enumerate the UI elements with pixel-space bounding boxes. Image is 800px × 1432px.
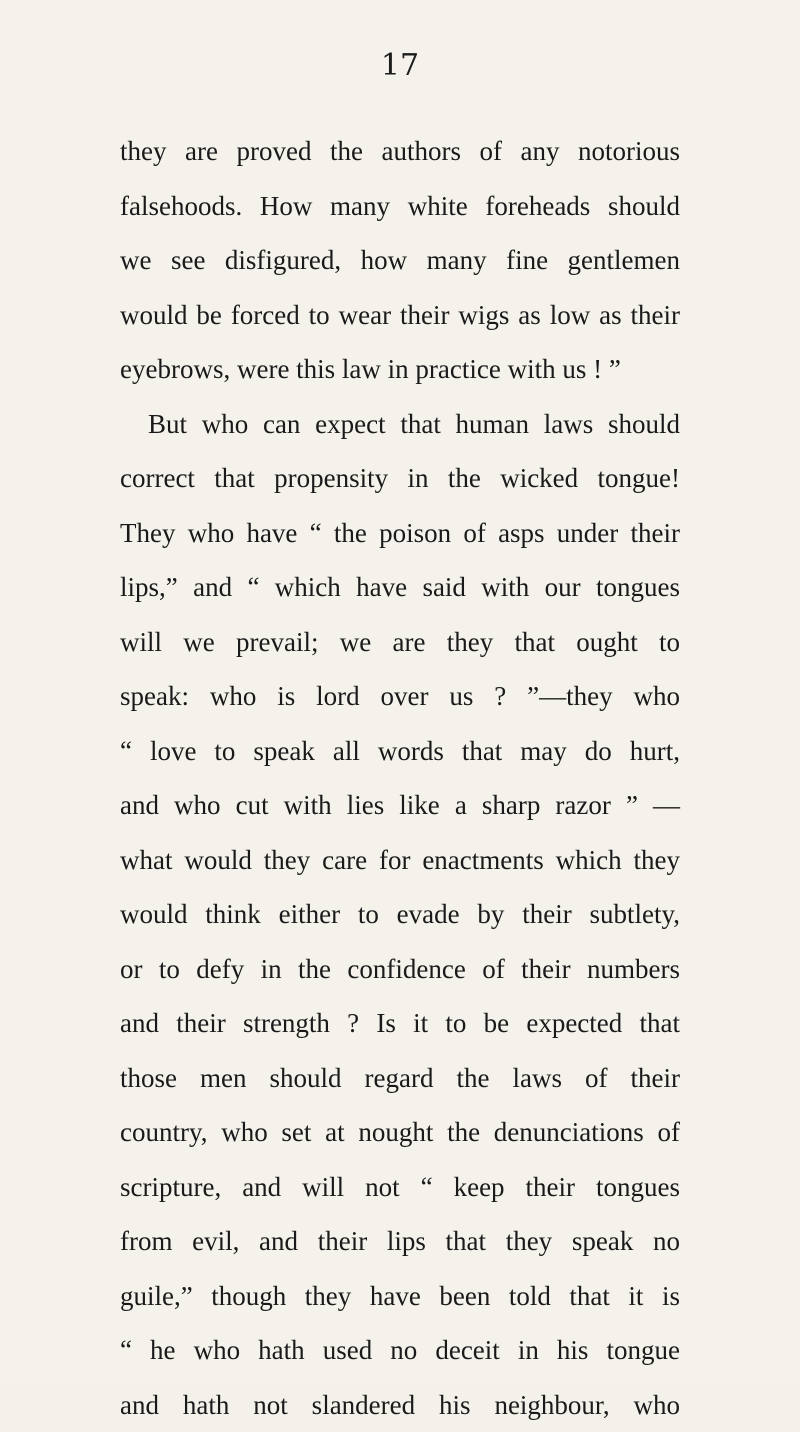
text-line: those men should regard the laws of their xyxy=(120,1051,680,1106)
text-line: and who cut with lies like a sharp razor ” — xyxy=(120,778,680,833)
text-line: what would they care for enactments which they xyxy=(120,833,680,888)
text-line: will we prevail; we are they that ought to xyxy=(120,615,680,670)
text-line: they are proved the authors of any notorious xyxy=(120,124,680,179)
text-line: They who have “ the poison of asps under their xyxy=(120,506,680,561)
text-line: scripture, and will not “ keep their tongues xyxy=(120,1160,680,1215)
text-line: from evil, and their lips that they speak no xyxy=(120,1214,680,1269)
text-line: lips,” and “ which have said with our tongues xyxy=(120,560,680,615)
paragraph-start-line: But who can expect that human laws should xyxy=(120,397,680,452)
text-line: country, who set at nought the denunciations of xyxy=(120,1105,680,1160)
page-number: 17 xyxy=(0,48,800,83)
text-line: correct that propensity in the wicked tongue! xyxy=(120,451,680,506)
text-line: would be forced to wear their wigs as low as their xyxy=(120,288,680,343)
text-line: would think either to evade by their subtlety, xyxy=(120,887,680,942)
text-line: we see disfigured, how many fine gentlemen xyxy=(120,233,680,288)
text-line: guile,” though they have been told that it is xyxy=(120,1269,680,1324)
text-line: eyebrows, were this law in practice with us ! ” xyxy=(120,342,680,397)
text-line: falsehoods. How many white foreheads should xyxy=(120,179,680,234)
text-line: and hath not slandered his neighbour, who xyxy=(120,1378,680,1432)
text-line: and their strength ? Is it to be expected that xyxy=(120,996,680,1051)
text-line: speak: who is lord over us ? ”—they who xyxy=(120,669,680,724)
text-line: or to defy in the confidence of their numbers xyxy=(120,942,680,997)
text-line: “ love to speak all words that may do hurt, xyxy=(120,724,680,779)
text-line: “ he who hath used no deceit in his tongue xyxy=(120,1323,680,1378)
body-text xyxy=(120,124,680,1432)
